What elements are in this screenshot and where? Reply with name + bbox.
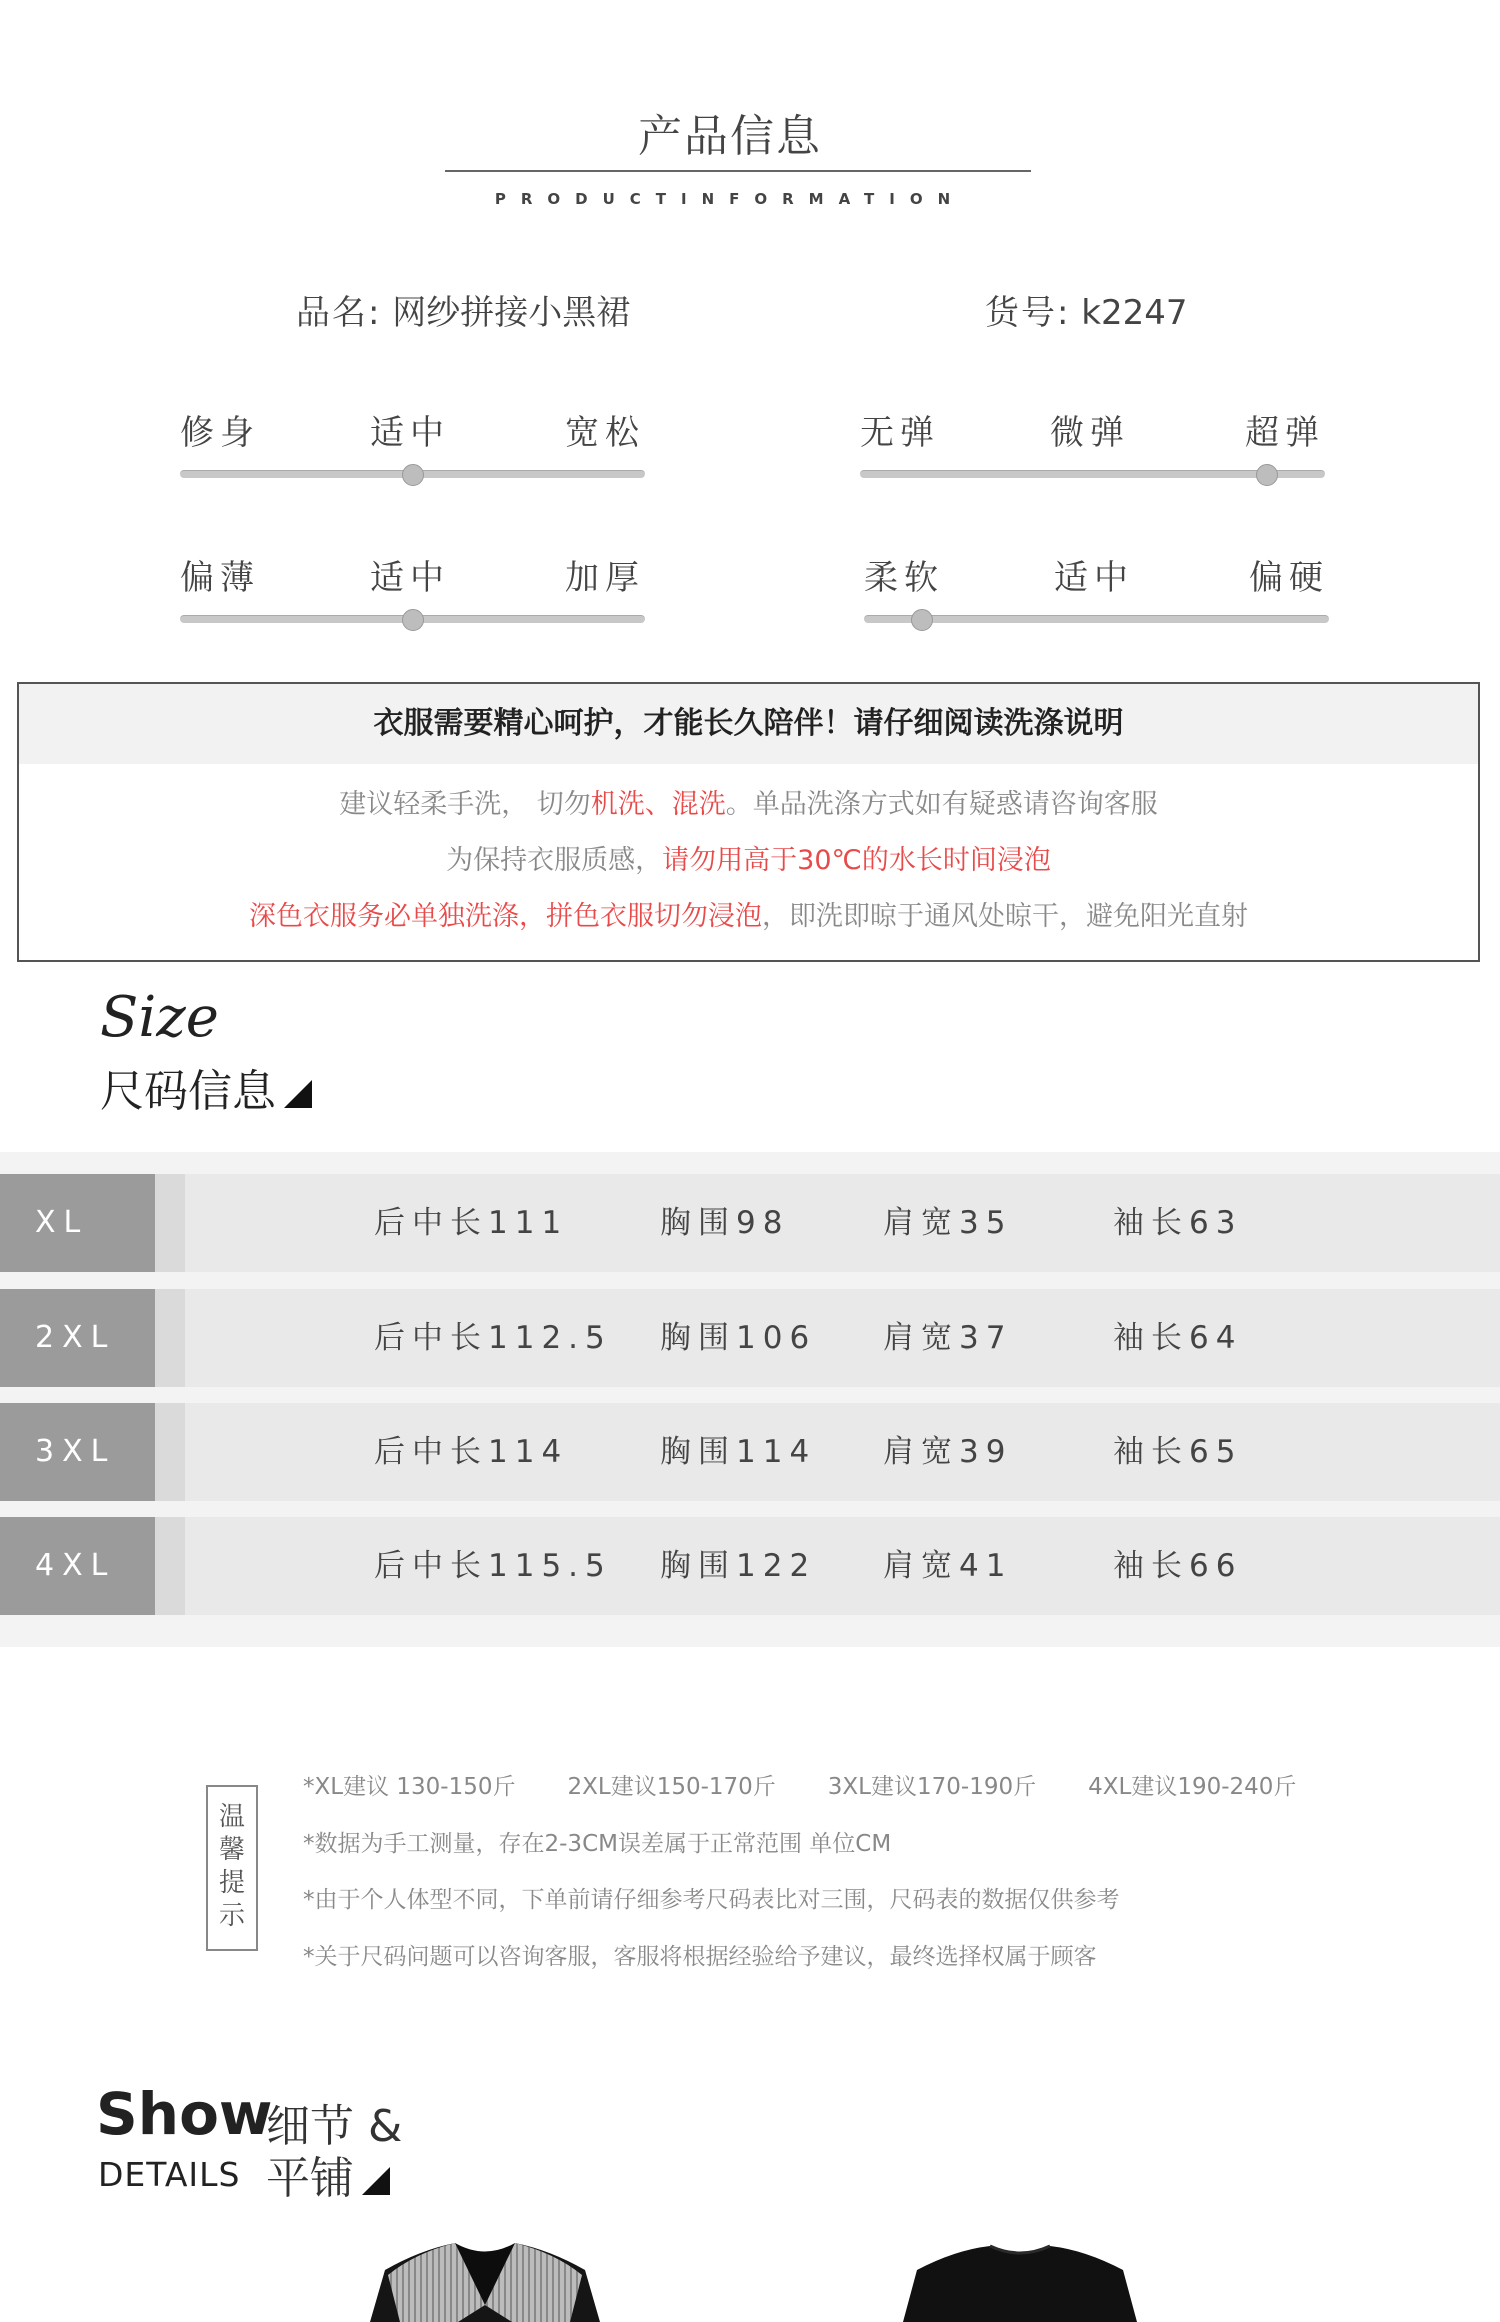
tip-line: *由于个人体型不同，下单前请仔细参考尺码表比对三围，尺码表的数据仅供参考	[303, 1887, 1120, 1913]
care-text: 建议轻柔手洗， 切勿	[339, 789, 591, 820]
scale-label: 加厚	[565, 558, 645, 598]
chest-cell: 胸围114	[660, 1434, 817, 1470]
tip-rec-4xl: 4XL建议190-240斤	[1088, 1774, 1297, 1800]
elasticity-scale	[860, 405, 1325, 485]
table-row	[0, 1403, 1500, 1501]
title-divider	[445, 170, 1031, 172]
sleeve-cell: 袖长66	[1113, 1548, 1243, 1584]
sleeve-cell: 袖长64	[1113, 1320, 1243, 1356]
chest-cell: 胸围98	[660, 1205, 790, 1241]
softness-scale	[864, 550, 1329, 630]
care-line	[19, 894, 1478, 933]
scale-label: 修身	[180, 413, 260, 453]
care-text: 为保持衣服质感，	[446, 845, 663, 876]
corner-triangle-icon	[362, 2167, 390, 2195]
details-en-heading: DETAILS	[98, 2155, 241, 2194]
size-table	[0, 1152, 1500, 1647]
flat-lay-text: 平铺	[266, 2153, 354, 2204]
product-code-value: k2247	[1081, 293, 1188, 333]
scale-label: 微弹	[1050, 413, 1130, 453]
scale-indicator	[911, 609, 933, 631]
tip-line: *关于尺码问题可以咨询客服，客服将根据经验给予建议，最终选择权属于顾客	[303, 1944, 1097, 1970]
care-text: ，即洗即晾于通风处晾干，避免阳光直射	[762, 901, 1248, 932]
scale-label: 柔软	[864, 558, 944, 598]
scale-label: 适中	[370, 558, 450, 598]
back-length-cell: 后中长114	[374, 1434, 569, 1470]
size-script-heading: Size	[100, 985, 219, 1050]
size-section-title	[100, 1055, 312, 1119]
size-tag: 4XL	[0, 1517, 155, 1615]
thickness-scale	[180, 550, 645, 630]
table-row	[0, 1517, 1500, 1615]
scale-track	[864, 615, 1329, 623]
back-length-cell: 后中长111	[374, 1205, 569, 1241]
shoulder-cell: 肩宽39	[883, 1434, 1013, 1470]
size-title-text: 尺码信息	[100, 1066, 276, 1117]
care-text: 。单品洗涤方式如有疑惑请咨询客服	[725, 789, 1158, 820]
scale-label: 偏硬	[1249, 558, 1329, 598]
care-line	[19, 782, 1478, 821]
scale-indicator	[402, 609, 424, 631]
care-warning: 深色衣服务必单独洗涤，拼色衣服切勿浸泡	[249, 901, 762, 932]
corner-triangle-icon	[284, 1080, 312, 1108]
care-warning: 机洗、混洗	[590, 789, 726, 820]
size-tag: 3XL	[0, 1403, 155, 1501]
sleeve-cell: 袖长63	[1113, 1205, 1243, 1241]
scale-label: 适中	[370, 413, 450, 453]
tip-rec-xl: *XL建议 130-150斤	[303, 1774, 516, 1800]
garment-back-image	[895, 2240, 1145, 2322]
care-instructions-box	[17, 682, 1480, 962]
tip-rec-2xl: 2XL建议150-170斤	[567, 1774, 776, 1800]
scale-label: 超弹	[1245, 413, 1325, 453]
scale-label: 宽松	[565, 413, 645, 453]
size-tag: XL	[0, 1174, 155, 1272]
care-line	[19, 838, 1478, 877]
table-row	[0, 1174, 1500, 1272]
row-divider	[155, 1517, 185, 1615]
scale-indicator	[402, 464, 424, 486]
shoulder-cell: 肩宽35	[883, 1205, 1013, 1241]
product-code-label: 货号:	[985, 293, 1071, 333]
warm-tips-label: 温馨提示	[218, 1802, 245, 1931]
back-length-cell: 后中长112.5	[374, 1320, 612, 1356]
tip-rec-3xl: 3XL建议170-190斤	[827, 1774, 1037, 1800]
flat-lay-title	[266, 2142, 390, 2206]
scale-label: 偏薄	[180, 558, 260, 598]
chest-cell: 胸围122	[660, 1548, 817, 1584]
row-divider	[155, 1289, 185, 1387]
fit-scale	[180, 405, 645, 485]
size-tag: 2XL	[0, 1289, 155, 1387]
table-row	[0, 1289, 1500, 1387]
size-recommendation	[303, 1768, 1296, 1801]
row-divider	[155, 1403, 185, 1501]
chest-cell: 胸围106	[660, 1320, 817, 1356]
section-title-product-info: 产品信息	[638, 111, 822, 162]
scale-label: 适中	[1054, 558, 1134, 598]
care-heading: 衣服需要精心呵护，才能长久陪伴！请仔细阅读洗涤说明	[19, 684, 1478, 764]
section-subtitle: PRODUCTINFORMATION	[494, 190, 966, 208]
shoulder-cell: 肩宽37	[883, 1320, 1013, 1356]
show-heading: Show	[96, 2080, 273, 2148]
shoulder-cell: 肩宽41	[883, 1548, 1013, 1584]
details-cn-heading: 细节 &	[266, 2101, 403, 2152]
sleeve-cell: 袖长65	[1113, 1434, 1243, 1470]
row-divider	[155, 1174, 185, 1272]
garment-front-image	[360, 2235, 610, 2322]
tip-line: *数据为手工测量，存在2-3CM误差属于正常范围 单位CM	[303, 1831, 892, 1857]
care-warning: 请勿用高于30℃的水长时间浸泡	[662, 845, 1051, 876]
product-code	[985, 285, 1188, 334]
scale-indicator	[1256, 464, 1278, 486]
back-length-cell: 后中长115.5	[374, 1548, 612, 1584]
scale-label: 无弹	[860, 413, 940, 453]
product-name-value: 网纱拼接小黑裙	[392, 293, 631, 333]
product-name-label: 品名:	[296, 293, 382, 333]
warm-tips-label-box	[206, 1785, 258, 1951]
product-name	[296, 285, 630, 334]
